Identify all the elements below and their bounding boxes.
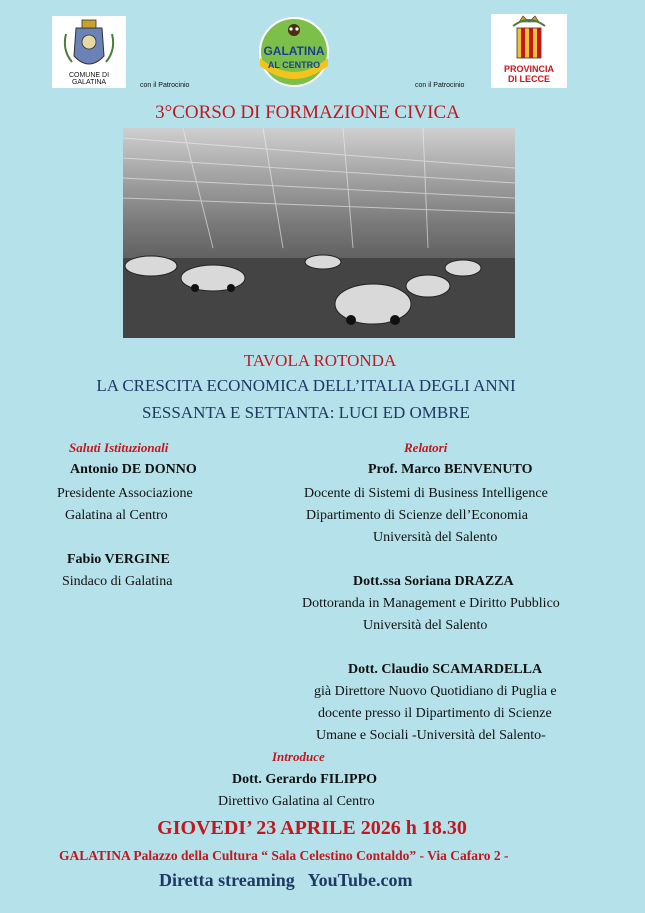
speaker-2-line-1: Dottoranda in Management e Diritto Pubblico xyxy=(302,596,560,611)
logo-al-centro-text: AL CENTRO xyxy=(267,60,321,70)
logo-galatina-text: GALATINA xyxy=(263,44,325,58)
headline-line-2: SESSANTA E SETTANTA: LUCI ED OMBRE xyxy=(142,403,470,422)
streaming-link[interactable]: Diretta streaming YouTube.com xyxy=(159,870,413,890)
speaker-1-line-3: Università del Salento xyxy=(373,530,498,545)
left-person-1-role-1: Presidente Associazione xyxy=(57,486,193,501)
round-table-title: TAVOLA ROTONDA xyxy=(243,351,397,370)
speaker-1-line-2: Dipartimento di Scienze dell’Economia xyxy=(306,508,528,523)
speaker-2-name: Dott.ssa Soriana DRAZZA xyxy=(353,574,514,589)
headline-line-1: LA CRESCITA ECONOMICA DELL’ITALIA DEGLI ANNI xyxy=(96,376,516,395)
coat-of-arms-icon xyxy=(52,16,126,76)
speaker-1-line-1: Docente di Sistemi di Business Intelligence xyxy=(304,486,548,501)
speaker-2-line-2: Università del Salento xyxy=(363,618,488,633)
factory-photo xyxy=(123,128,515,338)
left-person-1-role-2: Galatina al Centro xyxy=(65,508,168,523)
patrocinio-right: con il Patrocinio xyxy=(415,82,465,89)
course-title: 3°CORSO DI FORMAZIONE CIVICA xyxy=(155,102,460,123)
speaker-1-name: Prof. Marco BENVENUTO xyxy=(368,462,533,477)
comune-logo xyxy=(52,16,126,88)
patrocinio-left: con il Patrocinio xyxy=(140,82,190,89)
provincia-text-1: PROVINCIA xyxy=(503,64,554,74)
intro-role: Direttivo Galatina al Centro xyxy=(218,794,375,809)
galatina-al-centro-logo xyxy=(258,16,330,88)
left-person-1-name: Antonio DE DONNO xyxy=(70,462,197,477)
speaker-3-name: Dott. Claudio SCAMARDELLA xyxy=(348,662,543,677)
intro-name: Dott. Gerardo FILIPPO xyxy=(232,772,378,787)
left-person-2-role-1: Sindaco di Galatina xyxy=(62,574,173,589)
event-date: GIOVEDI’ 23 APRILE 2026 h 18.30 xyxy=(157,817,467,839)
speaker-3-line-2: docente presso il Dipartimento di Scienze xyxy=(318,706,552,721)
comune-caption: COMUNE DI GALATINA xyxy=(68,72,110,86)
left-heading: Saluti Istituzionali xyxy=(69,440,169,455)
intro-heading: Introduce xyxy=(272,749,325,764)
provincia-logo xyxy=(491,14,567,88)
left-person-2-name: Fabio VERGINE xyxy=(67,552,170,567)
speaker-3-line-3: Umane e Sociali -Università del Salento- xyxy=(316,728,546,743)
event-venue: GALATINA Palazzo della Cultura “ Sala Celestino Contaldo” - Via Cafaro 2 - xyxy=(59,848,509,863)
provincia-crest-icon xyxy=(491,14,567,64)
right-heading: Relatori xyxy=(404,440,448,455)
speaker-3-line-1: già Direttore Nuovo Quotidiano di Puglia e xyxy=(314,684,557,699)
provincia-text-2: DI LECCE xyxy=(507,74,550,84)
